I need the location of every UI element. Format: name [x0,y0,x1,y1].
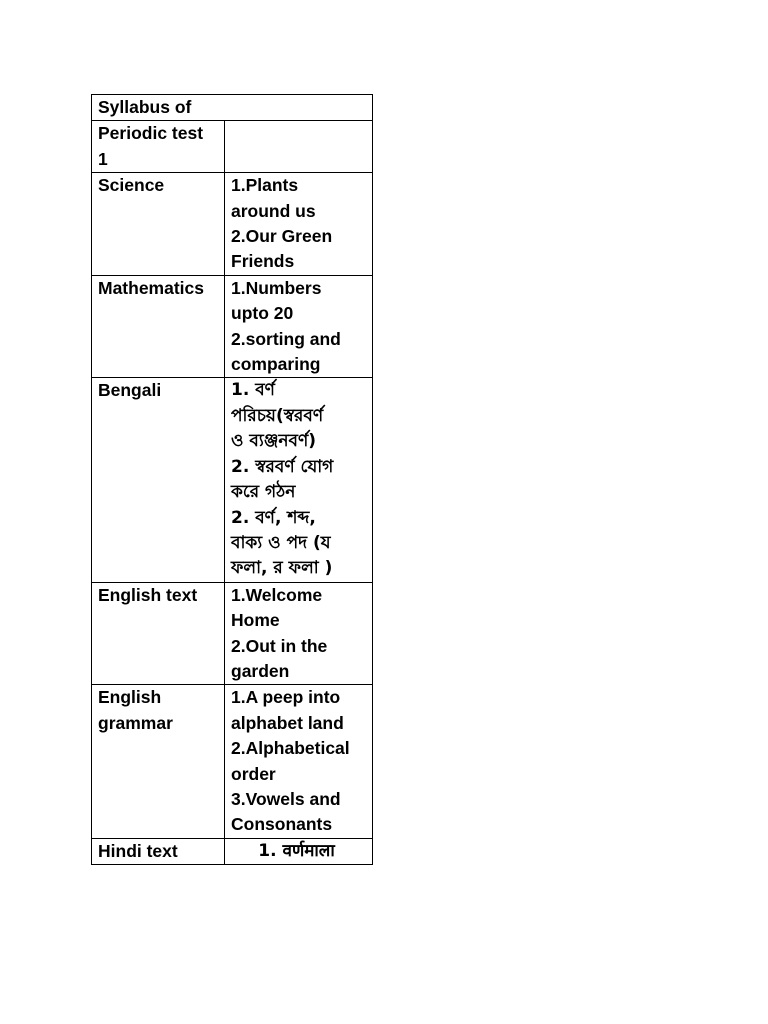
subject-name: grammar [98,712,173,733]
subject-cell [92,582,225,685]
topics-cell [225,275,373,378]
table-row-science [92,173,373,276]
topic-line: ফলা, র ফলা ) [231,558,333,579]
topic-line: Friends [231,251,295,272]
subject-name: Science [98,175,165,196]
subject-cell [92,838,225,864]
subject-name: English [98,687,162,708]
topic-line: 3.Vowels and [231,788,341,809]
topic-line: order [231,763,276,784]
topic-line: Home [231,610,280,631]
table-subtitle-cell [92,121,225,173]
topic-line: 2.Out in the [231,635,328,656]
topic-line: around us [231,200,316,221]
topic-line: 2.Alphabetical [231,738,350,759]
subject-cell [92,685,225,838]
table-subtitle-row [92,121,373,173]
subject-cell [92,378,225,582]
table-title-row [92,95,373,121]
topic-line: করে গঠন [231,482,296,503]
topic-line: Consonants [231,814,333,835]
table-row-hindi-text [92,838,373,864]
table-row-bengali [92,378,373,582]
syllabus-table [91,94,373,865]
topic-line: 2. স্বরবর্ণ যোগ [231,456,334,477]
topic-line: 1.A peep into [231,687,341,708]
topic-line: comparing [231,354,321,375]
topics-cell [225,685,373,838]
topics-cell [225,173,373,276]
topic-line: 2.Our Green [231,226,333,247]
topic-line: বাক্য ও পদ (য [231,532,331,553]
subject-name: English text [98,584,198,605]
topic-line: 1.Plants [231,175,299,196]
subject-cell [92,275,225,378]
topic-line: 1. वर्णमाला [258,840,335,861]
subject-name: Hindi text [98,840,178,861]
table-title-cell [92,95,373,121]
subject-name: Mathematics [98,277,205,298]
subject-cell [92,173,225,276]
table-row-mathematics [92,275,373,378]
topic-line: 2.sorting and [231,328,341,349]
topics-cell [225,378,373,582]
topic-line: 1.Welcome [231,584,323,605]
topic-line: ও ব্যঞ্জনবর্ণ) [231,431,317,452]
topics-cell [225,582,373,685]
topic-line: upto 20 [231,303,294,324]
subject-name: Bengali [98,380,162,401]
table-title: Syllabus of [98,97,192,117]
topic-line: garden [231,660,290,681]
topic-line: 2. বর্ণ, শব্দ, [231,507,316,528]
topic-line: পরিচয়(স্বরবর্ণ [231,405,324,426]
table-row-english-text [92,582,373,685]
table-subtitle-line: Periodic test [98,123,204,144]
table-row-english-grammar [92,685,373,838]
topic-line: alphabet land [231,712,344,733]
table-subtitle-line: 1 [98,148,108,169]
topics-cell [225,838,373,864]
topic-line: 1. বর্ণ [231,380,275,401]
topic-line: 1.Numbers [231,277,322,298]
empty-cell [225,121,373,173]
